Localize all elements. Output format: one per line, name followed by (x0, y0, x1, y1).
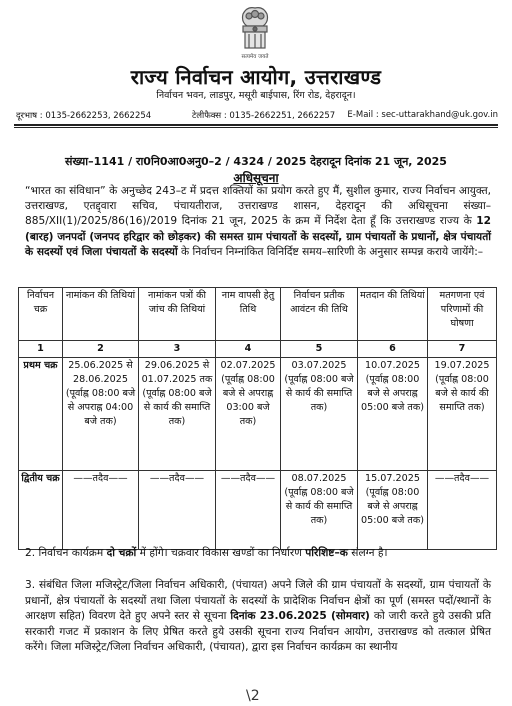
organization-address: निर्वाचन भवन, लाडपुर, मसूरी बाईपास, रिंग रोड, देहरादून। (156, 90, 356, 101)
para1-text-a: “भारत का संविधान” के अनुच्छेद 243–ट में प्रदत्त शक्तियों का प्रयोग करते हुए मैं, सुशील कुमार, राज्य निर्वाचन आयुक्त, उत्तराखण्ड, एतद्द्वारा सचिव, पंचायतीराज, उत्तराखण्ड शासन, देहरादून की अधिसूचना संख्या–885/XII(1)/2025/86(16)/2019 दिनांक 21 जून, 2025 के क्रम में निर्देश देता हूँ कि उत्तराखण्ड राज्य के (25, 185, 491, 228)
page-number: \2 (246, 688, 260, 704)
para3-text-b: दिनांक 23.06.2025 (सोमवार) (230, 610, 370, 622)
para2-text-d: परिशिष्ट–क (305, 547, 348, 559)
column-number: 2 (63, 341, 139, 358)
table-cell: 19.07.2025 (पूर्वाह्न 08:00 बजे से कार्य की समाप्ति तक) (428, 358, 497, 471)
phase-label: द्वितीय चक्र (19, 471, 63, 550)
table-header-row (19, 288, 497, 341)
table-row (19, 471, 497, 550)
notification-paragraph-2 (25, 546, 491, 562)
table-header-cell: नामांकन पत्रों की जांच की तिथियां (139, 288, 216, 341)
organization-name: राज्य निर्वाचन आयोग, उत्तराखण्ड (130, 65, 382, 89)
table-cell: 10.07.2025 (पूर्वाह्न 08:00 बजे से अपराह्न 05:00 बजे तक) (358, 358, 428, 471)
table-header-cell: मतदान की तिथियां (358, 288, 428, 341)
emblem-caption: सत्यमेव जयते (241, 54, 269, 60)
table-cell: 03.07.2025 (पूर्वाह्न 08:00 बजे से कार्य की समाप्ति तक) (281, 358, 358, 471)
column-number: 7 (428, 341, 497, 358)
table-column-number-row (19, 341, 497, 358)
election-schedule-table (18, 287, 497, 550)
table-header-cell: नामांकन की तिथियां (63, 288, 139, 341)
column-number: 5 (281, 341, 358, 358)
column-number: 1 (19, 341, 63, 358)
table-cell: 08.07.2025 (पूर्वाह्न 08:00 बजे से कार्य की समाप्ति तक) (281, 471, 358, 550)
notification-paragraph-1 (25, 184, 491, 260)
table-header-cell: मतगणना एवं परिणामों की घोषणा (428, 288, 497, 341)
para2-text-e: संलग्न है। (347, 547, 388, 559)
table-header-cell: नाम वापसी हेतु तिथि (216, 288, 281, 341)
table-cell: ——तदैव—— (139, 471, 216, 550)
column-number: 4 (216, 341, 281, 358)
table-cell: 29.06.2025 से 01.07.2025 तक (पूर्वाह्न 08:00 बजे से कार्य की समाप्ति तक) (139, 358, 216, 471)
para3-text-a: 3. संबंधित जिला मजिस्ट्रेट/जिला निर्वाचन अधिकारी, (पंचायत) अपने जिले की ग्राम पंचायतों के सदस्यों, ग्राम पंचायतों के प्रधानों, क्षेत्र पंचायतों के सदस्यों तथा जिला पंचायतों के सदस्यों के प्रादेशिक निर्वाचन क्षेत्रों का पूर्ण (समस्त पदों/स्थानों के आरक्षण सहित) विवरण देते हुए अपने स्तर से सूचना (25, 579, 491, 622)
phase-label: प्रथम चक्र (19, 358, 63, 471)
table-cell: ——तदैव—— (216, 471, 281, 550)
table-header-cell: निर्वाचन प्रतीक आवंटन की तिथि (281, 288, 358, 341)
column-number: 6 (358, 341, 428, 358)
reference-number: संख्या–1141 / रा0नि0आ0अनु0–2 / 4324 / 2025 देहरादून दिनांक 21 जून, 2025 (65, 155, 447, 168)
email-address: E-Mail : sec-uttarakhand@uk.gov.in (347, 110, 498, 120)
table-cell: ——तदैव—— (428, 471, 497, 550)
para2-text-a: 2. निर्वाचन कार्यक्रम (25, 547, 107, 559)
para3-text-c: को जारी करते हुये उसकी प्रति सरकारी गजट में प्रकाशन के लिए प्रेषित करते हुये उसकी सूचना राज्य निर्वाचन आयोग, उत्तराखण्ड को तत्काल प्रेषित करेंगे। जिला मजिस्ट्रेट/जिला निर्वाचन अधिकारी, (पंचायत), द्वारा इस निर्वाचन कार्यक्रम का स्थानीय (25, 610, 491, 653)
para1-text-c: के निर्वाचन निम्नांकित विनिर्दिष्ट समय–सारिणी के अनुसार सम्पन्न कराये जायेंगे:– (177, 245, 484, 258)
notification-paragraph-3 (25, 578, 491, 656)
table-cell: 15.07.2025 (पूर्वाह्न 08:00 बजे से अपराह्न 05:00 बजे तक) (358, 471, 428, 550)
para2-text-b: दो चक्रों (106, 547, 137, 559)
fax-numbers: टेलीफैक्स : 0135-2662251, 2662257 (192, 111, 336, 121)
para1-text-bold: 12 (बारह) जनपदों (जनपद हरिद्वार को छोड़कर) की समस्त ग्राम पंचायतों के सदस्यों, ग्राम पंचायतों के प्रधानों, क्षेत्र पंचायतों के सदस्यों एवं जिला पंचायतों के सदस्यों (25, 215, 491, 258)
table-row (19, 358, 497, 471)
table-header-cell: निर्वाचन चक्र (19, 288, 63, 341)
table-cell: ——तदैव—— (63, 471, 139, 550)
table-cell: 25.06.2025 से 28.06.2025 (पूर्वाह्न 08:00 बजे से अपराह्न 04:00 बजे तक) (63, 358, 139, 471)
table-cell: 02.07.2025 (पूर्वाह्न 08:00 बजे से अपराह्न 03:00 बजे तक) (216, 358, 281, 471)
phone-numbers: दूरभाष : 0135-2662253, 2662254 (16, 111, 152, 121)
para2-text-c: में होंगे। चक्रवार विकास खण्डों का निर्धारण (136, 547, 306, 559)
header-divider (14, 124, 498, 126)
column-number: 3 (139, 341, 216, 358)
header-divider-thin (14, 127, 498, 128)
notification-title: अधिसूचना (233, 171, 279, 185)
